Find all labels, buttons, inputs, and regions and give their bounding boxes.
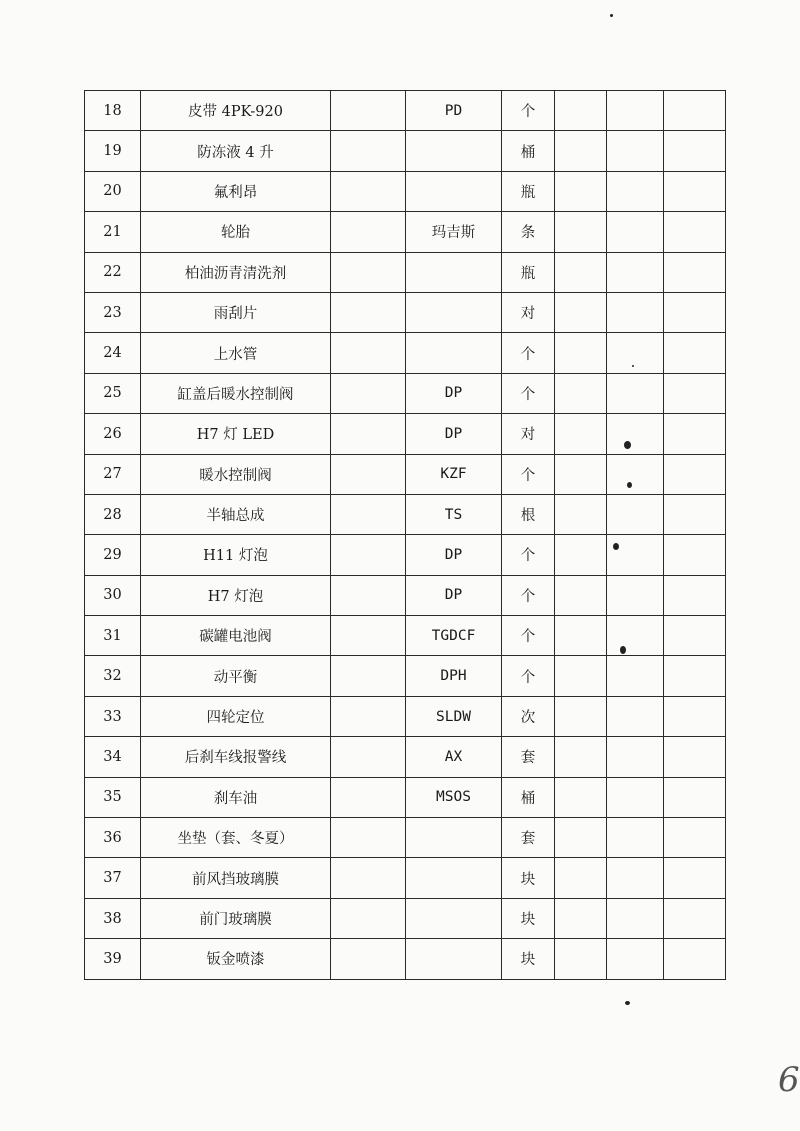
cell-spec: [331, 575, 406, 615]
table-row: [85, 939, 726, 979]
cell-unit: 套: [502, 818, 555, 858]
cell-amount: [664, 656, 726, 696]
cell-unit: 套: [502, 737, 555, 777]
cell-item-name: 缸盖后暖水控制阀: [141, 373, 331, 413]
cell-amount: [664, 939, 726, 979]
cell-brand: SLDW: [406, 696, 502, 736]
table-row: [85, 292, 726, 332]
cell-quantity: [555, 656, 607, 696]
cell-number: 34: [85, 737, 141, 777]
cell-price: [607, 292, 664, 332]
cell-number: 18: [85, 91, 141, 131]
cell-price: [607, 171, 664, 211]
cell-price: [607, 616, 664, 656]
cell-quantity: [555, 292, 607, 332]
cell-number: 23: [85, 292, 141, 332]
cell-item-name: 前门玻璃膜: [141, 898, 331, 938]
cell-amount: [664, 898, 726, 938]
table-row: [85, 616, 726, 656]
cell-number: 35: [85, 777, 141, 817]
cell-price: [607, 535, 664, 575]
cell-item-name: 柏油沥青清洗剂: [141, 252, 331, 292]
cell-amount: [664, 373, 726, 413]
cell-item-name: 皮带 4PK-920: [141, 91, 331, 131]
table-row: [85, 656, 726, 696]
cell-unit: 个: [502, 535, 555, 575]
cell-brand: [406, 292, 502, 332]
cell-number: 29: [85, 535, 141, 575]
cell-price: [607, 212, 664, 252]
cell-amount: [664, 737, 726, 777]
cell-quantity: [555, 494, 607, 534]
cell-item-name: 上水管: [141, 333, 331, 373]
table-row: [85, 777, 726, 817]
cell-brand: [406, 818, 502, 858]
cell-price: [607, 858, 664, 898]
cell-item-name: H7 灯泡: [141, 575, 331, 615]
cell-number: 20: [85, 171, 141, 211]
cell-price: [607, 454, 664, 494]
cell-spec: [331, 212, 406, 252]
cell-spec: [331, 373, 406, 413]
cell-spec: [331, 818, 406, 858]
cell-price: [607, 898, 664, 938]
table-row: [85, 575, 726, 615]
cell-quantity: [555, 616, 607, 656]
cell-quantity: [555, 333, 607, 373]
cell-brand: [406, 252, 502, 292]
cell-quantity: [555, 171, 607, 211]
table-row: [85, 333, 726, 373]
cell-quantity: [555, 414, 607, 454]
cell-unit: 根: [502, 494, 555, 534]
cell-amount: [664, 696, 726, 736]
cell-item-name: 半轴总成: [141, 494, 331, 534]
cell-quantity: [555, 777, 607, 817]
table-row: [85, 858, 726, 898]
ink-speck: [625, 1001, 630, 1005]
ink-speck: [613, 543, 619, 550]
cell-amount: [664, 777, 726, 817]
cell-quantity: [555, 858, 607, 898]
cell-amount: [664, 414, 726, 454]
cell-unit: 个: [502, 91, 555, 131]
cell-brand: AX: [406, 737, 502, 777]
cell-number: 36: [85, 818, 141, 858]
cell-number: 21: [85, 212, 141, 252]
cell-spec: [331, 858, 406, 898]
cell-price: [607, 696, 664, 736]
cell-price: [607, 939, 664, 979]
cell-spec: [331, 91, 406, 131]
cell-brand: TS: [406, 494, 502, 534]
cell-unit: 块: [502, 939, 555, 979]
cell-item-name: 前风挡玻璃膜: [141, 858, 331, 898]
ink-speck: [620, 646, 626, 654]
cell-number: 28: [85, 494, 141, 534]
cell-item-name: 雨刮片: [141, 292, 331, 332]
cell-amount: [664, 292, 726, 332]
cell-quantity: [555, 818, 607, 858]
cell-quantity: [555, 898, 607, 938]
table-row: [85, 131, 726, 171]
cell-unit: 块: [502, 858, 555, 898]
cell-brand: [406, 898, 502, 938]
cell-unit: 对: [502, 414, 555, 454]
cell-brand: DPH: [406, 656, 502, 696]
cell-unit: 个: [502, 373, 555, 413]
cell-spec: [331, 252, 406, 292]
table-row: [85, 696, 726, 736]
cell-quantity: [555, 91, 607, 131]
cell-item-name: 坐垫（套、冬夏）: [141, 818, 331, 858]
cell-item-name: 钣金喷漆: [141, 939, 331, 979]
table-row: [85, 818, 726, 858]
cell-item-name: 刹车油: [141, 777, 331, 817]
cell-amount: [664, 333, 726, 373]
cell-spec: [331, 171, 406, 211]
cell-amount: [664, 818, 726, 858]
cell-item-name: 轮胎: [141, 212, 331, 252]
cell-brand: [406, 939, 502, 979]
cell-quantity: [555, 575, 607, 615]
cell-price: [607, 414, 664, 454]
cell-item-name: 暖水控制阀: [141, 454, 331, 494]
ink-speck: [610, 14, 613, 17]
table-row: [85, 535, 726, 575]
cell-price: [607, 575, 664, 615]
cell-item-name: 防冻液 4 升: [141, 131, 331, 171]
cell-item-name: 动平衡: [141, 656, 331, 696]
cell-spec: [331, 292, 406, 332]
cell-spec: [331, 939, 406, 979]
table-row: [85, 252, 726, 292]
cell-number: 22: [85, 252, 141, 292]
cell-price: [607, 737, 664, 777]
cell-unit: 桶: [502, 131, 555, 171]
cell-number: 30: [85, 575, 141, 615]
cell-spec: [331, 898, 406, 938]
cell-number: 37: [85, 858, 141, 898]
cell-price: [607, 777, 664, 817]
cell-price: [607, 131, 664, 171]
cell-amount: [664, 858, 726, 898]
cell-unit: 个: [502, 333, 555, 373]
table-row: [85, 494, 726, 534]
cell-price: [607, 656, 664, 696]
cell-number: 27: [85, 454, 141, 494]
cell-price: [607, 494, 664, 534]
table-row: [85, 898, 726, 938]
cell-unit: 块: [502, 898, 555, 938]
cell-unit: 个: [502, 575, 555, 615]
cell-brand: DP: [406, 535, 502, 575]
cell-spec: [331, 454, 406, 494]
cell-spec: [331, 777, 406, 817]
cell-brand: [406, 333, 502, 373]
table-row: [85, 91, 726, 131]
corner-pencil-mark: 6: [778, 1060, 800, 1100]
cell-quantity: [555, 252, 607, 292]
ink-speck: [632, 365, 634, 367]
cell-unit: 瓶: [502, 171, 555, 211]
cell-brand: DP: [406, 373, 502, 413]
cell-price: [607, 91, 664, 131]
cell-unit: 次: [502, 696, 555, 736]
cell-number: 19: [85, 131, 141, 171]
cell-number: 38: [85, 898, 141, 938]
cell-amount: [664, 212, 726, 252]
cell-number: 32: [85, 656, 141, 696]
cell-unit: 个: [502, 616, 555, 656]
cell-unit: 条: [502, 212, 555, 252]
table-row: [85, 454, 726, 494]
parts-price-table: [84, 90, 726, 980]
cell-price: [607, 818, 664, 858]
table-row: [85, 171, 726, 211]
cell-number: 24: [85, 333, 141, 373]
cell-spec: [331, 131, 406, 171]
cell-number: 33: [85, 696, 141, 736]
cell-amount: [664, 575, 726, 615]
cell-number: 39: [85, 939, 141, 979]
cell-unit: 个: [502, 454, 555, 494]
cell-quantity: [555, 535, 607, 575]
cell-item-name: 氟利昂: [141, 171, 331, 211]
cell-quantity: [555, 696, 607, 736]
cell-spec: [331, 494, 406, 534]
cell-unit: 对: [502, 292, 555, 332]
cell-quantity: [555, 454, 607, 494]
table-row: [85, 737, 726, 777]
cell-number: 26: [85, 414, 141, 454]
table-row: [85, 373, 726, 413]
cell-spec: [331, 333, 406, 373]
ink-speck: [624, 441, 631, 449]
cell-quantity: [555, 373, 607, 413]
cell-spec: [331, 616, 406, 656]
cell-quantity: [555, 212, 607, 252]
cell-brand: DP: [406, 414, 502, 454]
cell-brand: [406, 131, 502, 171]
cell-amount: [664, 616, 726, 656]
cell-number: 25: [85, 373, 141, 413]
cell-amount: [664, 91, 726, 131]
cell-spec: [331, 535, 406, 575]
cell-brand: MSOS: [406, 777, 502, 817]
cell-brand: TGDCF: [406, 616, 502, 656]
cell-item-name: 四轮定位: [141, 696, 331, 736]
cell-quantity: [555, 131, 607, 171]
cell-brand: PD: [406, 91, 502, 131]
cell-brand: [406, 858, 502, 898]
cell-unit: 桶: [502, 777, 555, 817]
cell-unit: 瓶: [502, 252, 555, 292]
cell-price: [607, 252, 664, 292]
cell-price: [607, 373, 664, 413]
cell-number: 31: [85, 616, 141, 656]
cell-amount: [664, 252, 726, 292]
table-body: [85, 91, 726, 980]
cell-amount: [664, 131, 726, 171]
cell-amount: [664, 494, 726, 534]
cell-item-name: H7 灯 LED: [141, 414, 331, 454]
cell-quantity: [555, 939, 607, 979]
cell-item-name: H11 灯泡: [141, 535, 331, 575]
cell-amount: [664, 454, 726, 494]
cell-amount: [664, 171, 726, 211]
ink-speck: [627, 482, 632, 488]
table-row: [85, 212, 726, 252]
cell-amount: [664, 535, 726, 575]
cell-spec: [331, 414, 406, 454]
cell-spec: [331, 696, 406, 736]
cell-quantity: [555, 737, 607, 777]
cell-price: [607, 333, 664, 373]
cell-brand: [406, 171, 502, 211]
cell-brand: DP: [406, 575, 502, 615]
cell-brand: 玛吉斯: [406, 212, 502, 252]
cell-brand: KZF: [406, 454, 502, 494]
cell-spec: [331, 737, 406, 777]
cell-spec: [331, 656, 406, 696]
cell-unit: 个: [502, 656, 555, 696]
cell-item-name: 碳罐电池阀: [141, 616, 331, 656]
cell-item-name: 后刹车线报警线: [141, 737, 331, 777]
